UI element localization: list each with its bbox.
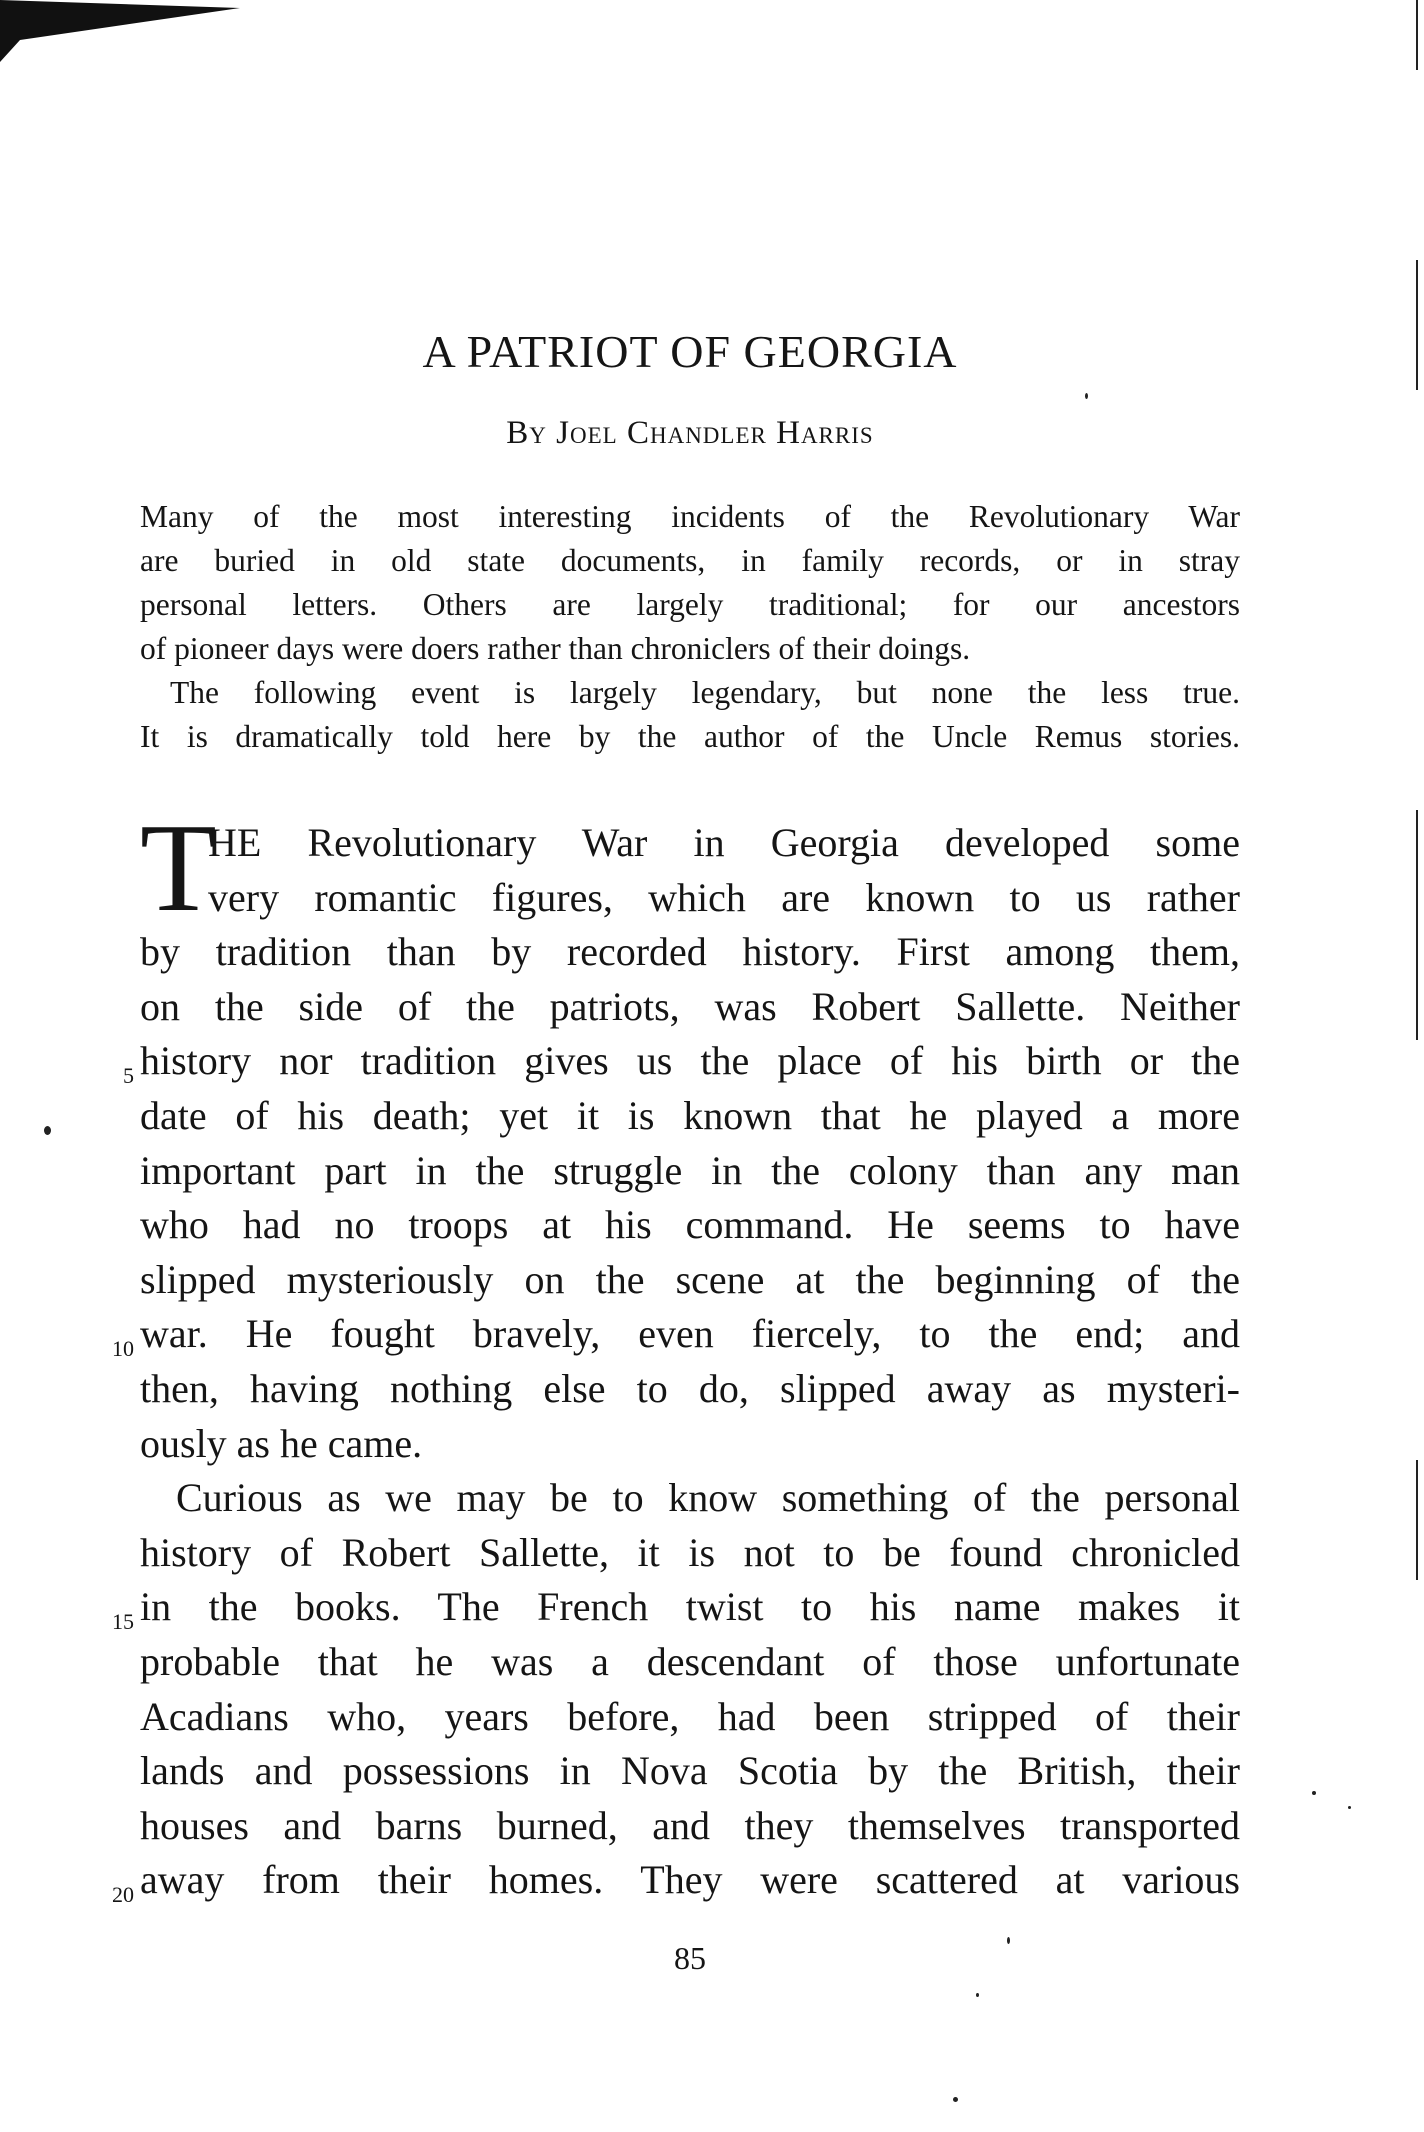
body-line: on the side of the patriots, was Robert Sallette. Neither [140, 983, 1240, 1029]
margin-rule [1416, 260, 1418, 390]
margin-speck [976, 1993, 979, 1997]
body-line: probable that he was a descendant of those unfortunate [140, 1638, 1240, 1684]
body-line: houses and barns burned, and they themselves transported [140, 1802, 1240, 1848]
body-line: history nor tradition gives us the place of his birth or the [140, 1038, 1240, 1084]
body-line: history of Robert Sallette, it is not to be found chronicled [140, 1529, 1240, 1575]
body-line: slipped mysteriously on the scene at the beginning of the [140, 1256, 1240, 1302]
intro-line: are buried in old state documents, in family records, or in stray [140, 543, 1240, 578]
margin-speck [1312, 1791, 1316, 1795]
article-title: A PATRIOT OF GEORGIA [422, 326, 958, 377]
margin-speck [1085, 393, 1088, 399]
body-line: date of his death; yet it is known that he played a more [140, 1092, 1240, 1138]
body-line: in the books. The French twist to his name makes it [140, 1584, 1240, 1630]
line-number: 5 [123, 1063, 134, 1088]
body-line: by tradition than by recorded history. First among them, [140, 929, 1240, 975]
line-number: 15 [112, 1609, 134, 1634]
margin-speck [44, 1126, 51, 1135]
intro-line: of pioneer days were doers rather than chroniclers of their doings. [140, 631, 971, 666]
line-number: 20 [112, 1882, 134, 1907]
body-line: war. He fought bravely, even fiercely, to the end; and [140, 1311, 1240, 1357]
margin-speck [1348, 1806, 1351, 1809]
body-line: then, having nothing else to do, slipped away as mysteri- [140, 1365, 1240, 1411]
body-line: lands and possessions in Nova Scotia by the British, their [140, 1748, 1240, 1794]
drop-cap: T [140, 799, 217, 938]
corner-clip-mark [0, 0, 240, 70]
margin-speck [953, 2097, 958, 2102]
body-line: ously as he came. [140, 1420, 423, 1466]
body-line: very romantic figures, which are known to us rather [208, 874, 1240, 920]
body-line: Acadians who, years before, had been stripped of their [140, 1693, 1240, 1739]
body-line: Curious as we may be to know something of the personal [176, 1475, 1240, 1521]
margin-rule [1416, 1460, 1418, 1580]
margin-rule [1416, 810, 1418, 1040]
article-byline: By Joel Chandler Harris [506, 415, 874, 451]
intro-line: Many of the most interesting incidents of the Revolutionary War [140, 499, 1240, 534]
article-body [140, 816, 1240, 1908]
margin-rule [1416, 0, 1418, 70]
intro-line: personal letters. Others are largely traditional; for our ancestors [140, 587, 1240, 622]
body-line: who had no troops at his command. He seems to have [140, 1202, 1240, 1248]
body-line: important part in the struggle in the colony than any man [140, 1147, 1240, 1193]
body-line: HE Revolutionary War in Georgia developed some [208, 820, 1240, 865]
intro-line: It is dramatically told here by the author of the Uncle Remus stories. [140, 719, 1240, 754]
body-line: away from their homes. They were scattered at various [140, 1857, 1240, 1903]
intro-line: The following event is largely legendary, but none the less true. [170, 675, 1240, 710]
line-number: 10 [112, 1336, 134, 1361]
article-intro [140, 495, 1240, 759]
page-number: 85 [674, 1940, 706, 1976]
